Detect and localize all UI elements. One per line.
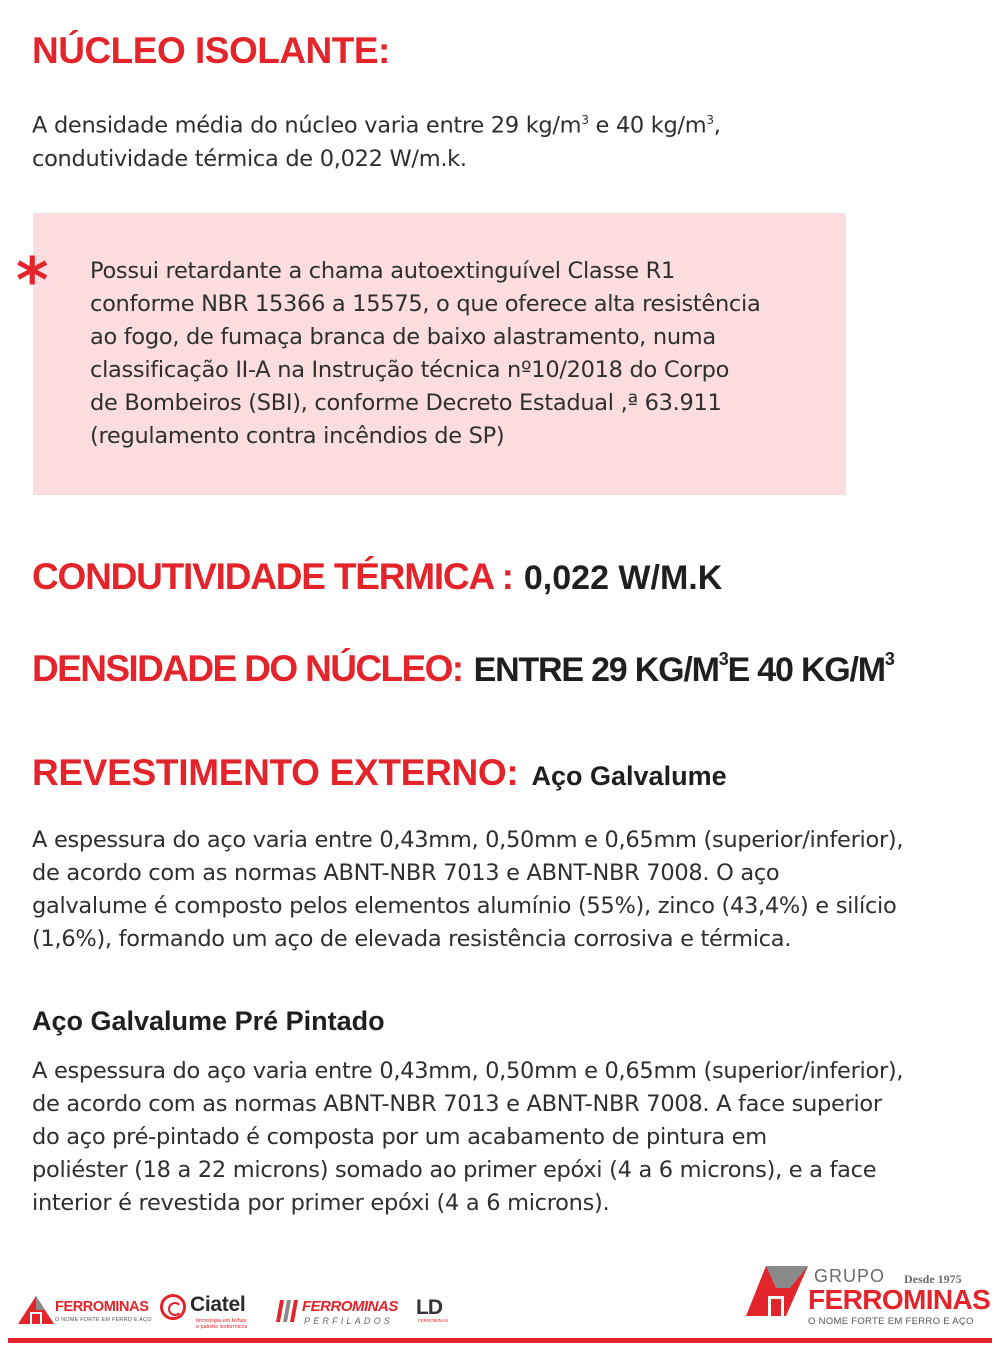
- asterisk-icon: *: [16, 244, 49, 317]
- grupo-ferrominas-logo: [746, 1262, 991, 1332]
- perfilados-logo-sub: PERFILADOS: [304, 1316, 394, 1326]
- nucleo-line: condutividade térmica de 0,022 W/m.k.: [32, 145, 467, 172]
- pre-pintado-paragraph: [32, 1055, 972, 1220]
- pre-pintado-heading: Aço Galvalume Pré Pintado: [32, 1006, 385, 1036]
- galvalume-line: A espessura do aço varia entre 0,43mm, 0,50mm e 0,65mm (superior/inferior),: [32, 827, 904, 853]
- densidade-label: DENSIDADE DO NÚCLEO:: [32, 648, 463, 689]
- grupo-ferrominas-name: FERROMINAS: [808, 1284, 991, 1315]
- ciatel-logo-tagline: [196, 1318, 247, 1330]
- perfilados-bars-icon: [272, 1300, 300, 1322]
- pre-pintado-line: poliéster (18 a 22 microns) somado ao primer epóxi (4 a 6 microns), e a face: [32, 1157, 877, 1183]
- ciatel-tagline-2: e painéis isotérmicos: [196, 1324, 248, 1330]
- galvalume-line: (1,6%), formando um aço de elevada resistência corrosiva e térmica.: [32, 926, 792, 952]
- nucleo-paragraph: [32, 104, 932, 176]
- section-heading-nucleo: NÚCLEO ISOLANTE:: [32, 30, 390, 71]
- ferrominas-logo-name: FERROMINAS: [55, 1299, 149, 1315]
- callout-text: [90, 255, 820, 453]
- ld-logo: [416, 1296, 452, 1326]
- ferrominas-triangle-icon: [18, 1296, 54, 1324]
- densidade-value: [474, 649, 894, 690]
- callout-line: classificação II-A na Instrução técnica nº10/2018 do Corpo: [90, 357, 730, 383]
- pre-pintado-line: de acordo com as normas ABNT-NBR 7013 e ABNT-NBR 7008. A face superior: [32, 1091, 882, 1117]
- ld-logo-sub: FERROMINAS: [418, 1318, 449, 1323]
- condutividade-value: 0,022 W/M.K: [523, 559, 723, 597]
- ciatel-tagline-1: tecnologia em telhas: [196, 1318, 247, 1324]
- densidade-value-part2: E 40 KG/M: [727, 651, 885, 689]
- ferrominas-logo: [18, 1294, 153, 1330]
- grupo-label: GRUPO: [814, 1266, 886, 1286]
- pre-pintado-line: interior é revestida por primer epóxi (4 a 6 microns).: [32, 1190, 610, 1216]
- revestimento-value: Aço Galvalume: [531, 761, 727, 791]
- callout-line: Possui retardante a chama autoextinguível Classe R1: [90, 258, 675, 284]
- callout-line: conforme NBR 15366 a 15575, o que oferece alta resistência: [90, 291, 761, 317]
- pre-pintado-line: do aço pré-pintado é composta por um acabamento de pintura em: [32, 1124, 767, 1150]
- callout-line: de Bombeiros (SBI), conforme Decreto Estadual ,ª 63.911: [90, 390, 722, 416]
- galvalume-line: galvalume é composto pelos elementos alumínio (55%), zinco (43,4%) e silício: [32, 893, 897, 919]
- revestimento-label: REVESTIMENTO EXTERNO:: [32, 752, 519, 793]
- desde-label: Desde 1975: [904, 1272, 962, 1286]
- densidade-row: [32, 648, 894, 690]
- galvalume-paragraph: [32, 824, 972, 956]
- grupo-ferrominas-triangle-icon: [746, 1266, 808, 1316]
- densidade-sup2: 3: [884, 649, 894, 669]
- nucleo-line: A densidade média do núcleo varia entre 29 $kg/m^3$ e 40 $kg/m^3$,: [32, 112, 721, 139]
- perfilados-logo-name: FERROMINAS: [302, 1298, 398, 1315]
- densidade-value-part1: ENTRE 29 KG/M: [473, 651, 719, 689]
- ciatel-logo-name: Ciatel: [190, 1293, 246, 1316]
- ciatel-circle-icon: [160, 1294, 186, 1320]
- pre-pintado-line: A espessura do aço varia entre 0,43mm, 0,50mm e 0,65mm (superior/inferior),: [32, 1058, 904, 1084]
- ld-logo-name: LD: [416, 1296, 442, 1319]
- condutividade-label: CONDUTIVIDADE TÉRMICA :: [32, 556, 513, 597]
- footer-divider: [8, 1338, 992, 1343]
- callout-line: ao fogo, de fumaça branca de baixo alastramento, numa: [90, 324, 716, 350]
- densidade-sup1: 3: [718, 649, 728, 669]
- callout-line: (regulamento contra incêndios de SP): [90, 423, 505, 449]
- grupo-ferrominas-tagline: O NOME FORTE EM FERRO E AÇO: [808, 1316, 974, 1327]
- ferrominas-logo-tagline: O NOME FORTE EM FERRO E AÇO: [55, 1317, 152, 1323]
- revestimento-row: [32, 752, 727, 794]
- ciatel-logo: [160, 1292, 260, 1332]
- ferrominas-perfilados-logo: [272, 1296, 402, 1330]
- galvalume-line: de acordo com as normas ABNT-NBR 7013 e ABNT-NBR 7008. O aço: [32, 860, 780, 886]
- condutividade-row: [32, 556, 722, 598]
